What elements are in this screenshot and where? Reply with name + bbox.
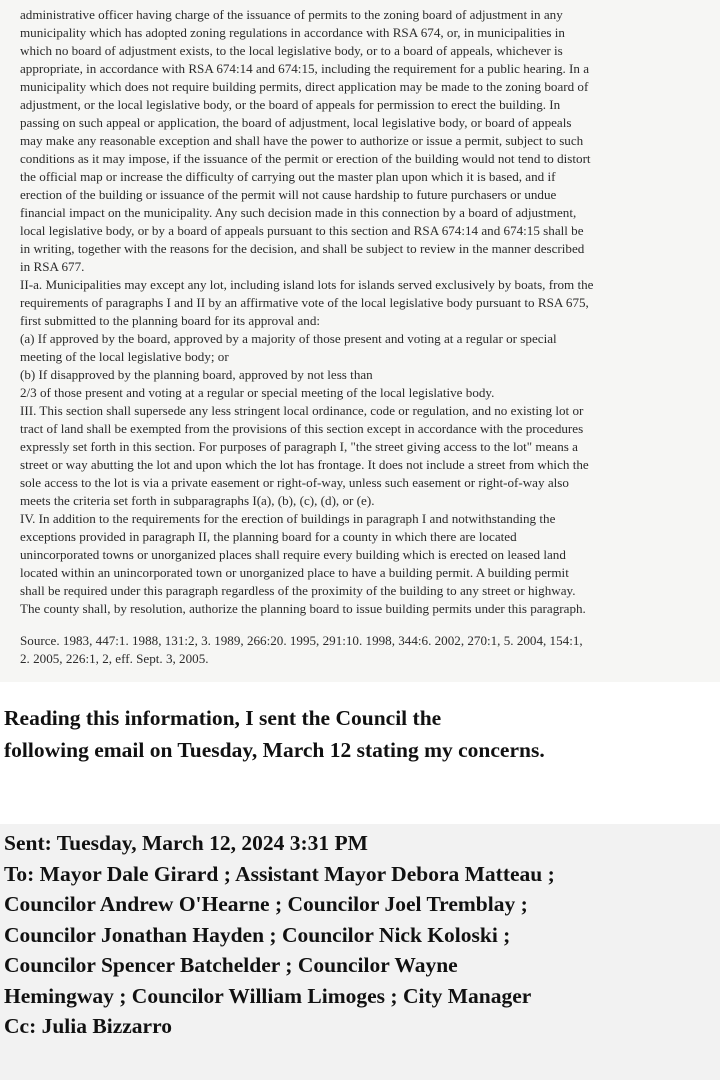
email-sent-line: Sent: Tuesday, March 12, 2024 3:31 PM (4, 831, 368, 855)
email-to-line: To: Mayor Dale Girard ; Assistant Mayor Debora Matteau ; Councilor Andrew O'Hearne ; Councilor Joel Tremblay ; Councilor Jonathan Hayden ; Councilor Nick Koloski ; Councilor Spencer Batchelder ; Councilor Wayne Hemingway ; Councilor William Limoges ; City Manager (4, 861, 555, 1008)
statute-item-a: (a) If approved by the board, approved by a majority of those present and voting at a regular or special meeting of the local legislative body; or (20, 331, 557, 364)
statute-text (20, 6, 703, 668)
statute-paragraph-2a: II-a. Municipalities may except any lot, including island lots for islands served exclusively by boats, from the requirements of paragraphs I and II by an affirmative vote of the local legislative body pursuant to RSA 675, first submitted to the planning board for its approval and: (20, 277, 594, 328)
statute-paragraph-3: III. This section shall supersede any less stringent local ordinance, code or regulation, and no existing lot or tract of land shall be exempted from the provisions of this section except in accordance with the procedures expressly set forth in this section. For purposes of paragraph I, "the street giving access to the lot" means a street or way abutting the lot and upon which the lot has frontage. It does not include a street from which the sole access to the lot is via a private easement or right-of-way, unless such easement or right-of-way also meets the criteria set forth in subparagraphs I(a), (b), (c), (d), or (e). (20, 403, 589, 508)
statute-source: Source. 1983, 447:1. 1988, 131:2, 3. 1989, 266:20. 1995, 291:10. 1998, 344:6. 2002, 270:1, 5. 2004, 154:1, 2. 2005, 226:1, 2, eff. Sept. 3, 2005. (20, 633, 583, 666)
statute-item-b: (b) If disapproved by the planning board, approved by not less than 2/3 of those present and voting at a regular or special meeting of the local legislative body. (20, 367, 495, 400)
statute-paragraph-4: IV. In addition to the requirements for the erection of buildings in paragraph I and notwithstanding the exceptions provided in paragraph II, the planning board for a county in which there are located unincorporated towns or unorganized places shall require every building which is erected on leased land located within an unincorporated town or unorganized place to have a building permit. A building permit shall be required under this paragraph regardless of the proximity of the building to any street or highway. The county shall, by resolution, authorize the planning board to issue building permits under this paragraph. (20, 511, 586, 616)
email-header-block (0, 824, 720, 1080)
intro-paragraph: Reading this information, I sent the Council the following email on Tuesday, March 12 stating my concerns. (4, 706, 545, 762)
email-cc-line: Cc: Julia Bizzarro (4, 1014, 172, 1038)
statute-paragraph-1: administrative officer having charge of the issuance of permits to the zoning board of adjustment in any municipality which has adopted zoning regulations in accordance with RSA 674, or, in municipalities in which no board of adjustment exists, to the local legislative body, or to a board of appeals, whichever is appropriate, in accordance with RSA 674:14 and 674:15, including the requirement for a public hearing. In a municipality which does not require building permits, direct application may be made to the zoning board of adjustment, or the local legislative body, or the board of appeals for permission to erect the building. In passing on such appeal or application, the board of adjustment, local legislative body, or board of appeals may make any reasonable exception and shall have the power to authorize or issue a permit, subject to such conditions as it may impose, if the issuance of the permit or erection of the building would not tend to distort the official map or increase the difficulty of carrying out the master plan upon which it is based, and if erection of the building or issuance of the permit will not cause hardship to future purchasers or undue financial impact on the municipality. Any such decision made in this connection by a board of adjustment, local legislative body, or by a board of appeals pursuant to this section and RSA 674:14 and 674:15 shall be in writing, together with the reasons for the decision, and shall be subject to review in the manner described in RSA 677. (20, 7, 591, 274)
